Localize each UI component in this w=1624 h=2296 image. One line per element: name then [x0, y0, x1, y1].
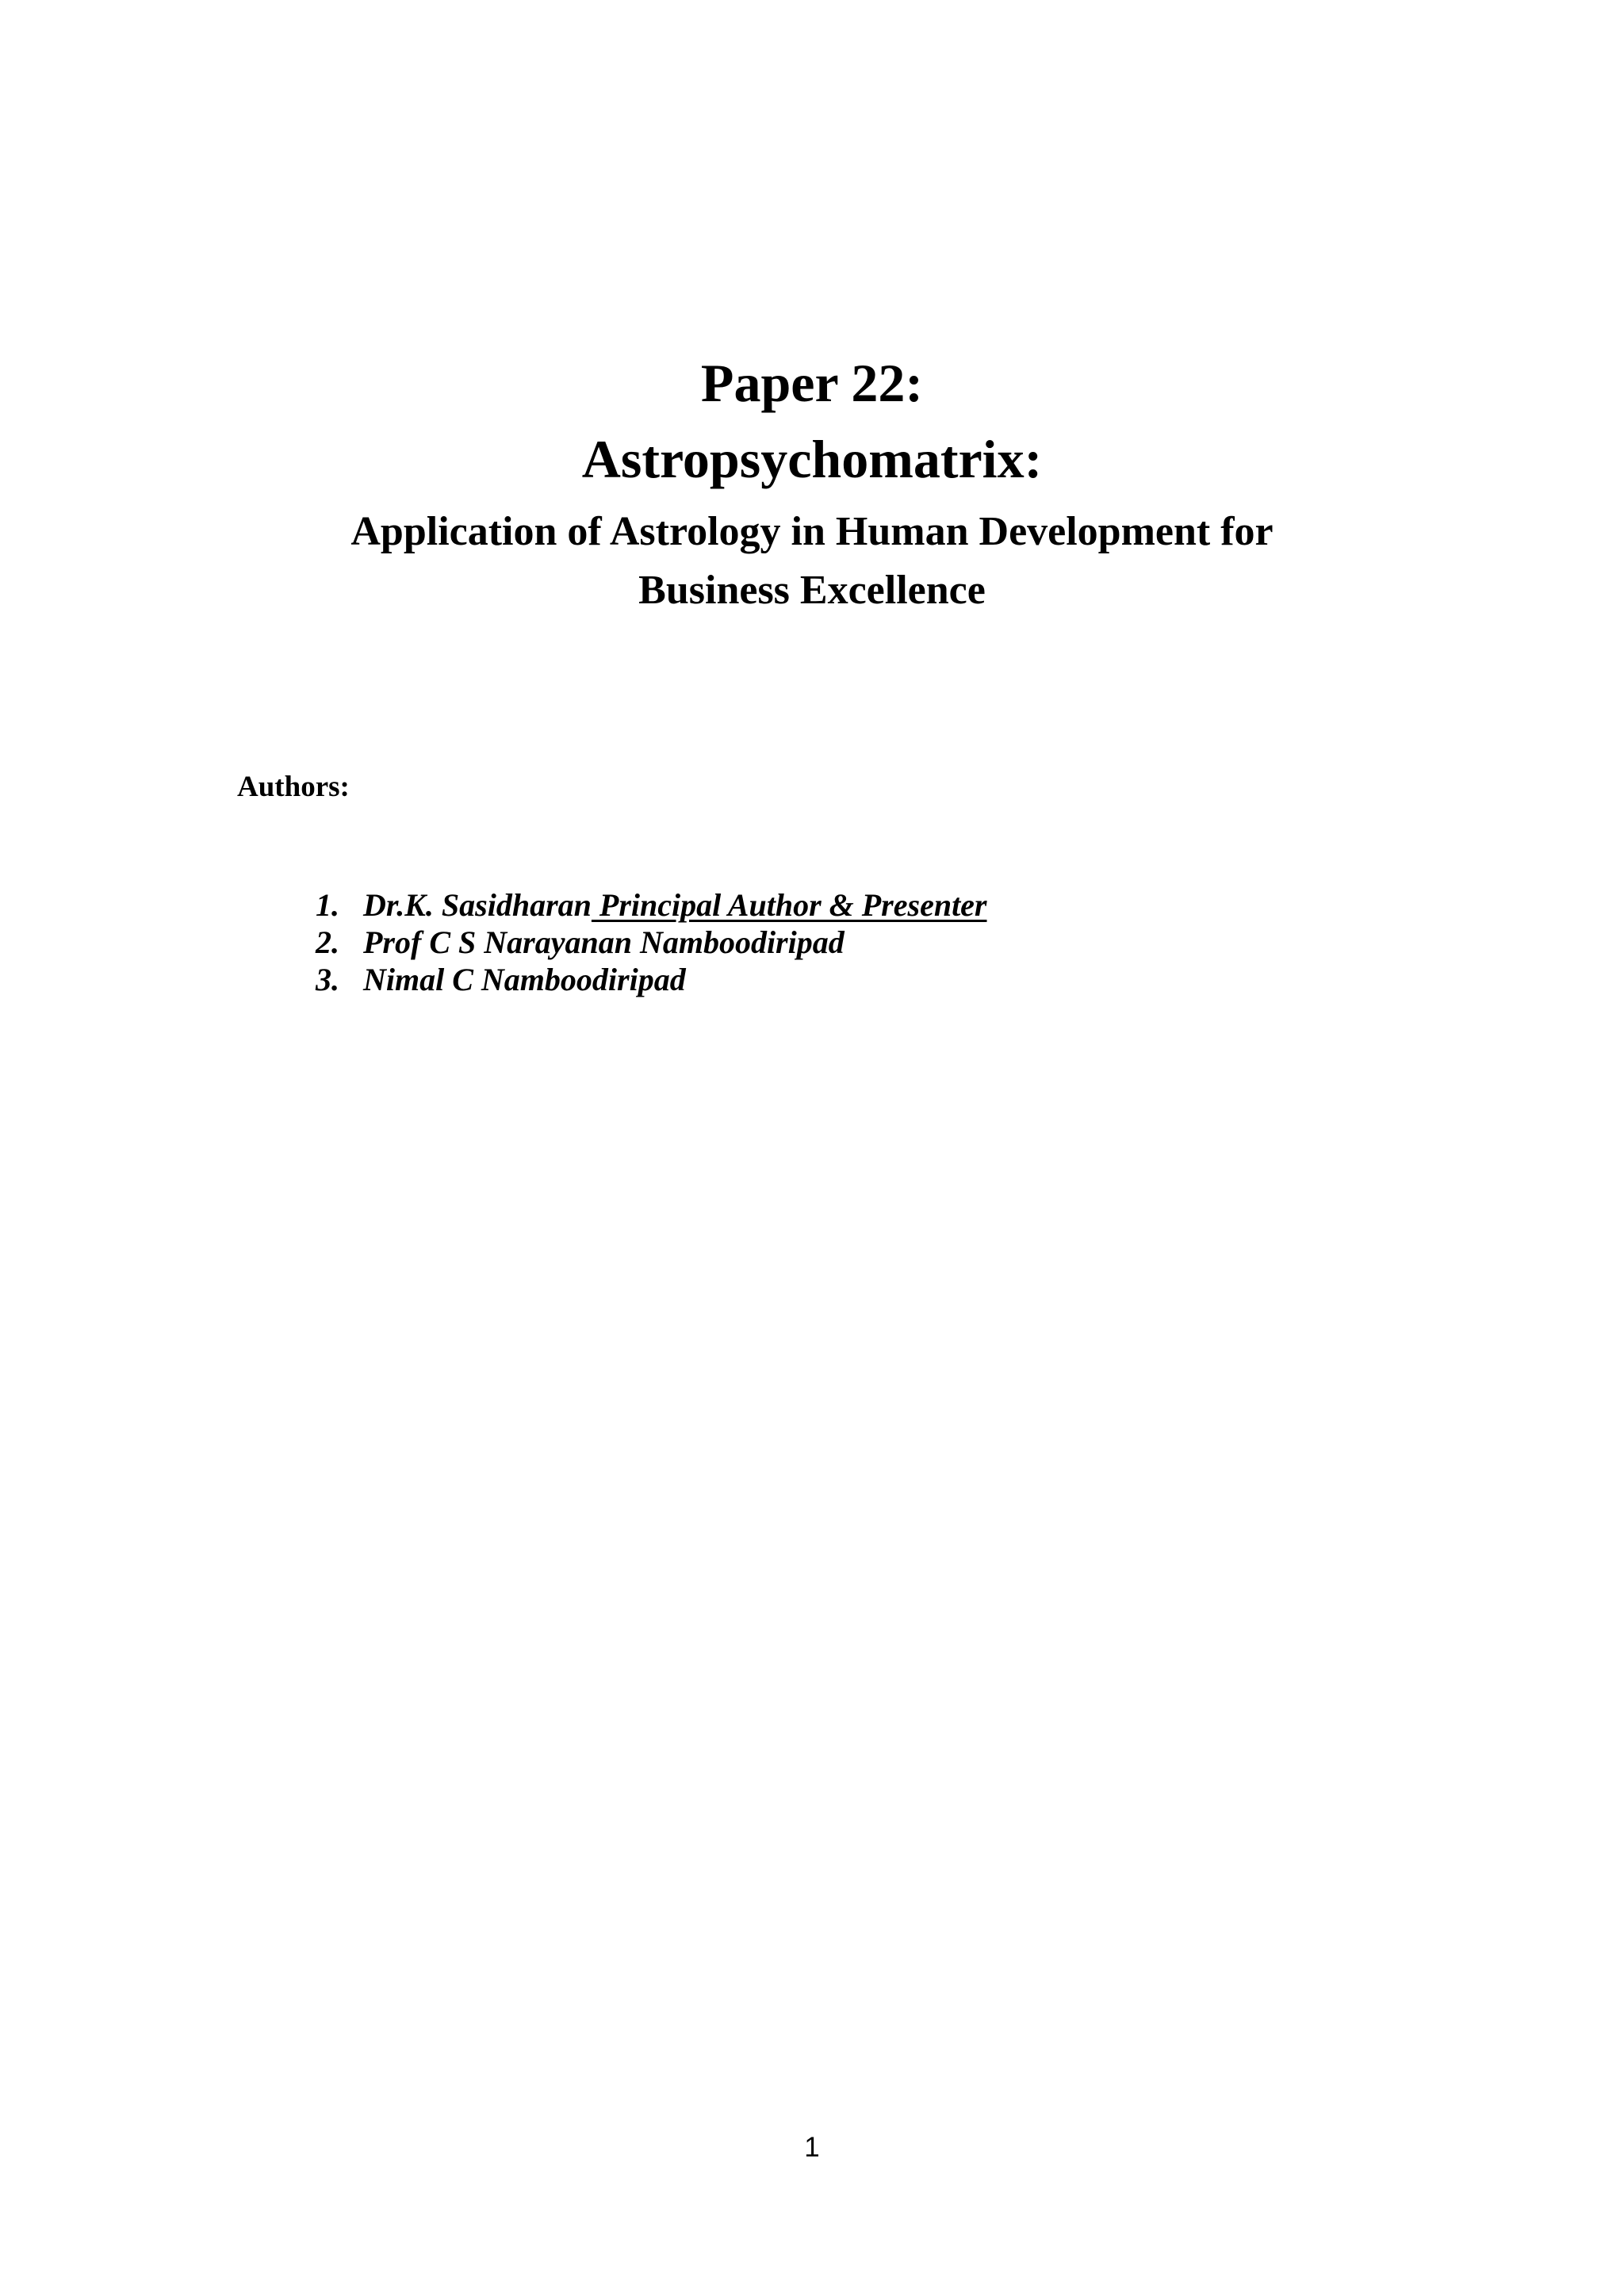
paper-title: Astropsychomatrix:: [581, 429, 1043, 489]
author-item: [0, 886, 1624, 924]
author-name: Nimal C Namboodiripad: [363, 962, 686, 997]
author-entry: [363, 886, 987, 924]
author-item: [0, 924, 1624, 961]
paper-number: Paper 22:: [700, 353, 924, 413]
paper-subtitle-line-1: Application of Astrology in Human Development for: [350, 509, 1274, 554]
author-entry: [363, 961, 686, 998]
author-item: [0, 961, 1624, 998]
paper-subtitle: [0, 503, 1624, 620]
paper-subtitle-line-2: Business Excellence: [638, 568, 986, 613]
author-number: 1.: [316, 887, 339, 923]
author-number: 2.: [316, 924, 339, 960]
author-role: Principal Author & Presenter: [591, 887, 987, 923]
authors-heading: Authors:: [237, 771, 350, 803]
author-number: 3.: [316, 962, 339, 997]
author-name: Dr.K. Sasidharan: [363, 887, 592, 923]
author-name: Prof C S Narayanan Namboodiripad: [363, 924, 845, 960]
author-list: [0, 886, 1624, 998]
page-number: 1: [804, 2132, 820, 2163]
author-entry: [363, 924, 845, 961]
